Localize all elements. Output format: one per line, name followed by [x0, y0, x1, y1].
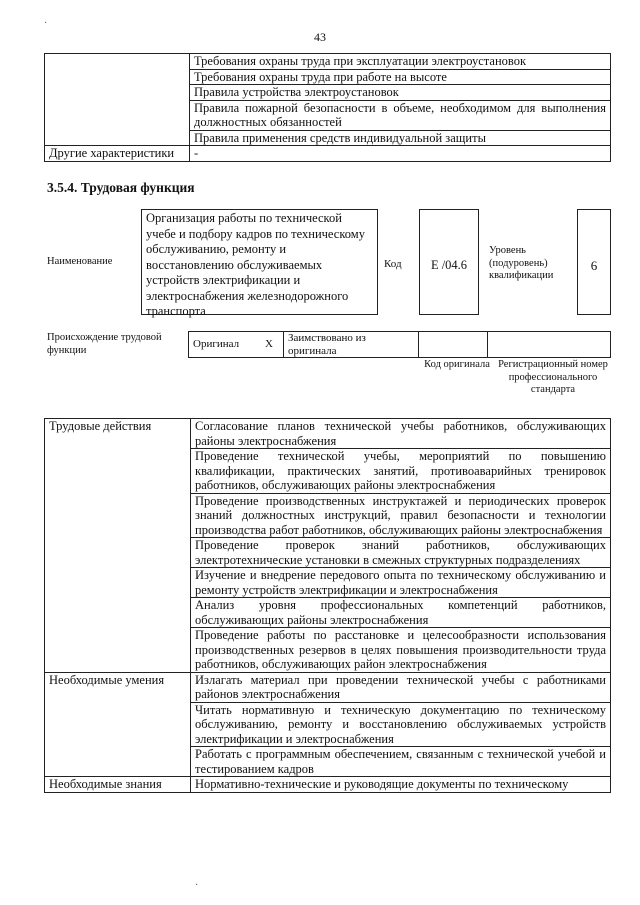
- origin-label: Происхождение трудовой функции: [47, 332, 162, 356]
- borrowed-label: Заимствовано из оригинала: [284, 332, 419, 358]
- table-row: [45, 146, 611, 162]
- original-label: Оригинал: [189, 332, 256, 358]
- original-mark: X: [255, 332, 284, 358]
- scan-mark: ·: [195, 880, 199, 891]
- table-row: [189, 332, 611, 358]
- name-label: Наименование: [47, 256, 113, 267]
- list-item: Проведение производственных инструктажей и периодических проверок знаний должностных инструкций, правил безопасности и технологии производства работ работников, обслуживающих районы электроснабжения: [191, 493, 611, 538]
- table-row: [45, 672, 611, 702]
- reg-number-cell: [488, 332, 611, 358]
- top-requirements-table: [44, 53, 611, 162]
- list-item: Проведение технической учебы, мероприятий по повышению квалификации, практических занятий, противоаварийных тренировок работников, обслуживающих районы электроснабжения: [191, 449, 611, 494]
- list-item: Проведение проверок знаний работников, обслуживающих электротехнические установки в смежных структурных подразделениях: [191, 538, 611, 568]
- list-item: Изучение и внедрение передового опыта по техническому обслуживанию и ремонту устройств электрификации и электроснабжения: [191, 568, 611, 598]
- list-item: Излагать материал при проведении технической учебы с работниками районов электроснабжения: [191, 672, 611, 702]
- code-box: [419, 209, 479, 315]
- code-value: E /04.6: [430, 258, 468, 272]
- list-item: Требования охраны труда при эксплуатации электроустановок: [190, 54, 611, 70]
- table-row: [45, 777, 611, 793]
- required-skills-label: Необходимые умения: [45, 672, 191, 777]
- page-number: 43: [314, 30, 326, 44]
- list-item: -: [190, 146, 611, 162]
- list-item: Анализ уровня профессиональных компетенций работников, обслуживающих районы электроснабжения: [191, 598, 611, 628]
- reg-number-caption: Регистрационный номер профессионального стандарта: [498, 359, 608, 395]
- table-row: [45, 419, 611, 449]
- list-item: Работать с программным обеспечением, связанным с технической учебой и тестированием кадров: [191, 747, 611, 777]
- level-value: 6: [590, 258, 598, 273]
- list-item: Проведение работы по расстановке и целесообразности использования производственных резервов в целях повышения производительности труда работников, обслуживающих район электроснабжения: [191, 628, 611, 673]
- name-value: Организация работы по технической учебе и подбору кадров по техническому обслуживанию, ремонту и восстановлению обслуживаемых устройств электрификации и электроснабжения железнодорожного транспорта: [141, 209, 378, 315]
- level-box: [577, 209, 611, 315]
- row-label: Другие характеристики: [45, 146, 190, 162]
- section-title: 3.5.4. Трудовая функция: [47, 180, 195, 195]
- scan-mark: ·: [44, 18, 48, 29]
- code-original-caption: Код оригинала: [424, 359, 490, 370]
- required-knowledge-label: Необходимые знания: [45, 777, 191, 793]
- list-item: Читать нормативную и техническую документацию по техническому обслуживанию, ремонту и восстановлению обслуживаемых устройств электрификации и электроснабжения: [191, 702, 611, 747]
- table-row: [45, 54, 611, 70]
- row-label: [45, 54, 190, 146]
- labor-function-table: [44, 418, 611, 793]
- labor-actions-label: Трудовые действия: [45, 419, 191, 673]
- list-item: Согласование планов технической учебы работников, обслуживающих районы электроснабжения: [191, 419, 611, 449]
- level-label: Уровень (подуровень) квалификации: [489, 245, 554, 281]
- list-item: Нормативно-технические и руководящие документы по техническому: [191, 777, 611, 793]
- code-original-cell: [419, 332, 488, 358]
- list-item: Требования охраны труда при работе на высоте: [190, 69, 611, 85]
- origin-table: [188, 331, 611, 358]
- list-item: Правила применения средств индивидуальной защиты: [190, 130, 611, 146]
- code-label: Код: [384, 258, 402, 270]
- list-item: Правила пожарной безопасности в объеме, необходимом для выполнения должностных обязанностей: [190, 100, 611, 130]
- list-item: Правила устройства электроустановок: [190, 85, 611, 101]
